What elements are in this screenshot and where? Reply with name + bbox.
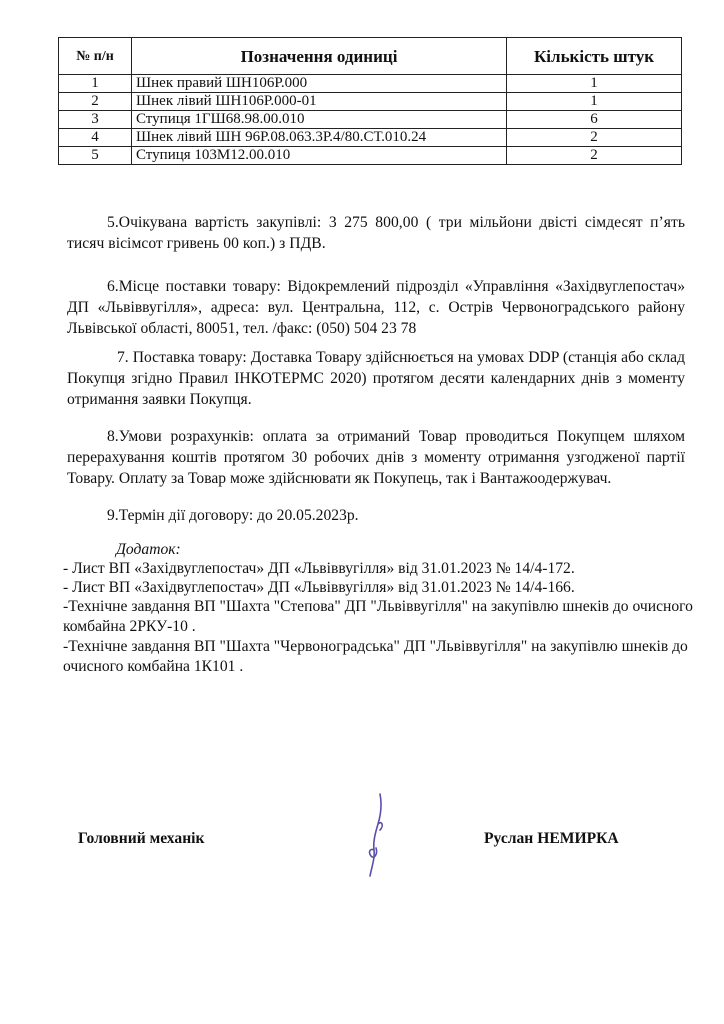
- table-row: [59, 129, 682, 147]
- row-name: Шнек лівий ШН 96Р.08.063.3Р.4/80.СТ.010.24: [132, 129, 507, 147]
- row-name: Шнек лівий ШН106Р.000-01: [132, 93, 507, 111]
- attachment-item: - Лист ВП «Західвуглепостач» ДП «Львіввугілля» від 31.01.2023 № 14/4-166.: [63, 579, 575, 596]
- row-number: 4: [59, 129, 132, 147]
- row-quantity: 1: [507, 93, 682, 111]
- row-name: Ступиця 1ГШ68.98.00.010: [132, 111, 507, 129]
- row-quantity: 2: [507, 129, 682, 147]
- row-number: 2: [59, 93, 132, 111]
- signature-stroke: [370, 794, 383, 876]
- row-number: 5: [59, 147, 132, 165]
- row-quantity: 1: [507, 75, 682, 93]
- table-row: [59, 147, 682, 165]
- table-row: [59, 93, 682, 111]
- header-quantity: Кількість штук: [507, 38, 682, 75]
- table-row: [59, 75, 682, 93]
- signer-position: Головний механік: [78, 830, 205, 847]
- paragraph-payment-terms: 8.Умови розрахунків: оплата за отриманий Товар проводиться Покупцем шляхом перерахування коштів протягом 30 робочих днів з моменту отримання узгодженої партії Товару. Оплату за Товар може здійснювати як Покупець, так і Вантажоодержувач.: [67, 427, 685, 487]
- header-number: № п/н: [59, 38, 132, 75]
- row-quantity: 2: [507, 147, 682, 165]
- row-number: 1: [59, 75, 132, 93]
- row-number: 3: [59, 111, 132, 129]
- paragraph-delivery-terms: 7. Поставка товару: Доставка Товару здійснюється на умовах DDP (станція або склад Покупця згідно Правил ІНКОТЕРМС 2020) протягом десяти календарних днів з моменту отримання заявки Покупця.: [67, 348, 685, 408]
- paragraph-expected-cost: 5.Очікувана вартість закупівлі: 3 275 800,00 ( три мільйони двісті сімдесят п’ять тисяч вісімсот гривень 00 коп.) з ПДВ.: [67, 213, 685, 252]
- attachment-item: -Технічне завдання ВП "Шахта "Степова" ДП "Львіввугілля" на закупівлю шнеків до очисного комбайна 2РКУ-10 .: [63, 598, 693, 635]
- row-quantity: 6: [507, 111, 682, 129]
- header-name: Позначення одиниці: [132, 38, 507, 75]
- table-header-row: [59, 38, 682, 75]
- row-name: Шнек правий ШН106Р.000: [132, 75, 507, 93]
- items-table: [58, 37, 682, 165]
- attachments-title: Додаток:: [116, 541, 181, 558]
- row-name: Ступиця 103М12.00.010: [132, 147, 507, 165]
- attachment-item: - Лист ВП «Західвуглепостач» ДП «Львіввугілля» від 31.01.2023 № 14/4-172.: [63, 560, 575, 577]
- paragraph-contract-term: 9.Термін дії договору: до 20.05.2023р.: [107, 507, 359, 524]
- paragraph-delivery-place: 6.Місце поставки товару: Відокремлений підрозділ «Управління «Західвуглепостач» ДП «Львіввугілля», адреса: вул. Центральна, 112, с. Острів Червоноградського району Львівської області, 80051, тел. /факс: (050) 504 23 78: [67, 277, 685, 337]
- attachment-item: -Технічне завдання ВП "Шахта "Червоноградська" ДП "Львіввугілля" на закупівлю шнеків до очисного комбайна 1К101 .: [63, 638, 688, 675]
- handwritten-signature: [358, 790, 398, 880]
- signer-name: Руслан НЕМИРКА: [484, 830, 619, 847]
- table-row: [59, 111, 682, 129]
